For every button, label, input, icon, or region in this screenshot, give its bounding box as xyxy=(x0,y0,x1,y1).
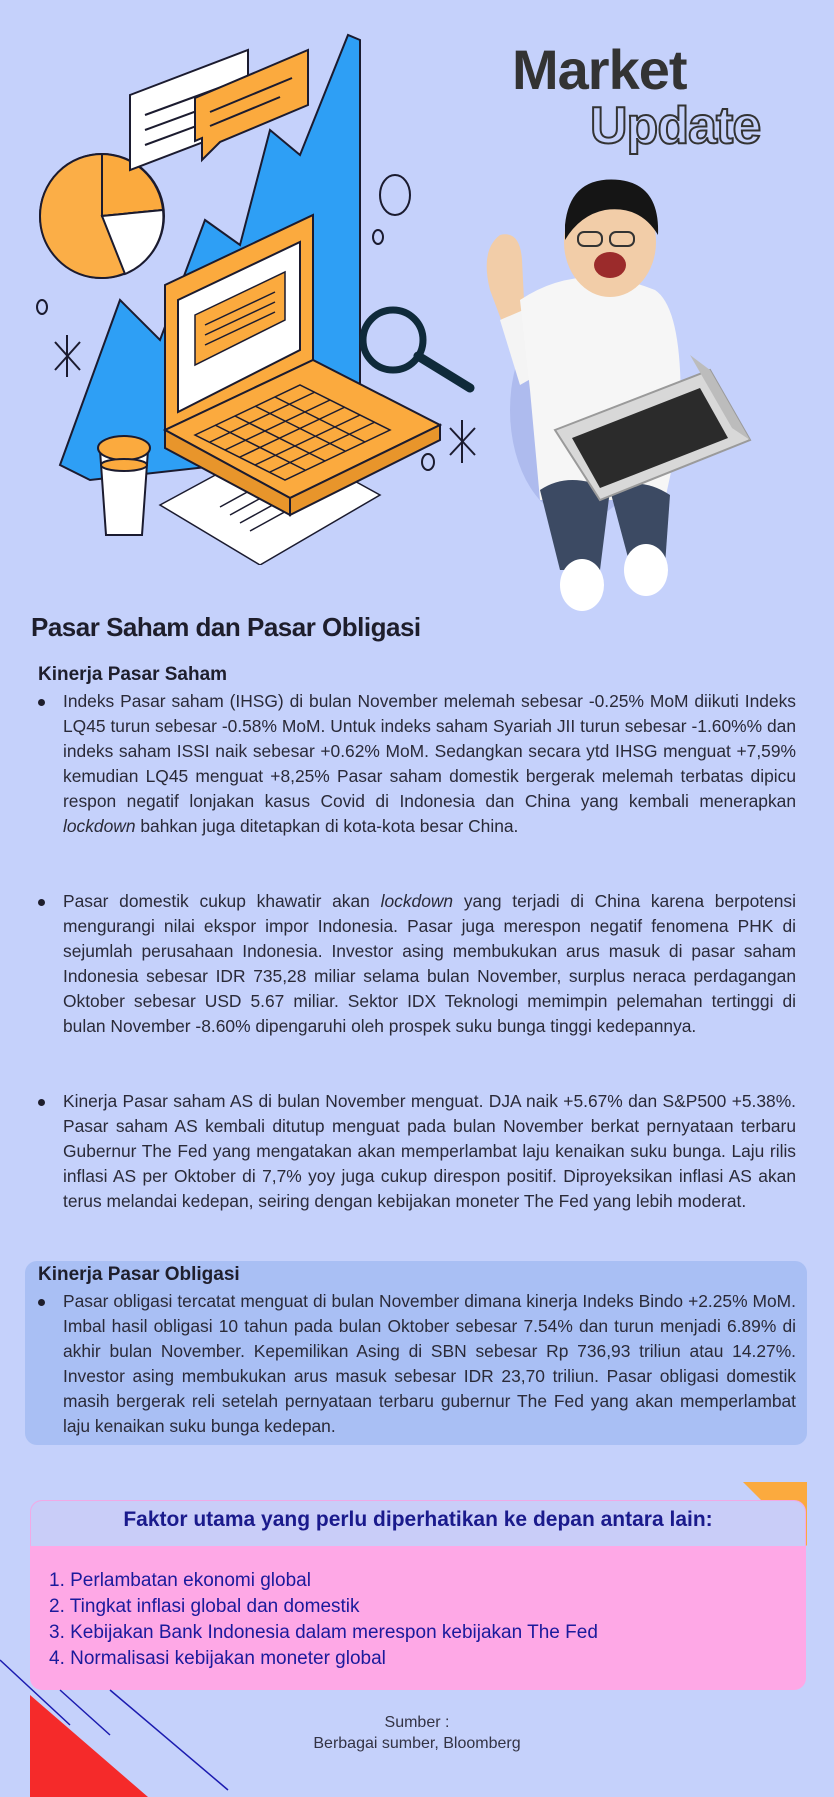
saham-heading: Kinerja Pasar Saham xyxy=(38,664,228,685)
person-with-laptop-photo xyxy=(460,170,834,620)
saham-bullet-3 xyxy=(38,1089,796,1214)
source-label: Sumber : xyxy=(384,1714,450,1731)
obligasi-heading: Kinerja Pasar Obligasi xyxy=(38,1264,240,1285)
bullet-dot xyxy=(38,1099,45,1106)
obligasi-bullet-1 xyxy=(38,1289,796,1439)
saham-bullet-3-text: Kinerja Pasar saham AS di bulan November menguat. DJA naik +5.67% dan S&P500 +5.38%. Pasar saham AS kembali ditutup menguat pada bulan November berkat pernyataan terbaru Gubernur The Fed yang mengatakan akan memperlambat laju kenaikan suku bunga. Laju rilis inflasi AS per Oktober di 7,7% yoy juga cukup direspon positif. Diproyeksikan inflasi AS akan terus melandai kedepan, seiring dengan kebijakan moneter The Fed yang lebih moderat. xyxy=(63,1091,796,1211)
title-update: Update xyxy=(590,97,761,155)
saham-bullet-2-text: Pasar domestik cukup khawatir akan lockdown yang terjadi di China karena berpotensi mengurangi nilai ekspor impor Indonesia. Pasar juga merespon negatif fenomena PHK di sejumlah perusahaan Indonesia. Investor asing membukukan arus masuk di pasar saham Indonesia sebesar IDR 735,28 miliar selama bulan November, surplus neraca perdagangan Oktober sebesar USD 5.67 miliar. Sektor IDX Teknologi memimpin pelemahan tertinggi di bulan November -8.60% dipengaruhi oleh prospek suku bunga tinggi kedepannya. xyxy=(63,891,796,1036)
factor-item: 4. Normalisasi kebijakan moneter global xyxy=(49,1648,386,1669)
obligasi-bullet-1-text: Pasar obligasi tercatat menguat di bulan November dimana kinerja Indeks Bindo +2.25% MoM. Imbal hasil obligasi 10 tahun pada bulan Oktober sebesar 7.54% dan turun menjadi 6.89% di akhir bulan November. Kepemilikan Asing di SBN sebesar Rp 736,93 triliun atau 14.27%. Investor asing membukukan arus masuk sebesar IDR 23,70 triliun. Pasar obligasi domestik masih bergerak reli setelah pernyataan terbaru gubernur The Fed yang akan memperlambat laju kenaikan suku bunga kedepan. xyxy=(63,1291,796,1436)
bullet-dot xyxy=(38,899,45,906)
saham-bullet-1-text: Indeks Pasar saham (IHSG) di bulan November melemah sebesar -0.25% MoM diikuti Indeks LQ45 turun sebesar -0.58% MoM. Untuk indeks saham Syariah JII turun sebesar -1.60%% dan indeks saham ISSI naik sebesar +0.62% MoM. Sedangkan secara ytd IHSG menguat +7,59% kemudian LQ45 menguat +8,25% Pasar saham domestik bergerak melemah terbatas dipicu respon negatif lonjakan kasus Covid di Indonesia dan China yang kembali menerapkan lockdown bahkan juga ditetapkan di kota-kota besar China. xyxy=(63,691,796,836)
laptop-chart-illustration xyxy=(30,20,500,565)
title-market: Market xyxy=(512,38,687,101)
factor-item: 3. Kebijakan Bank Indonesia dalam merespon kebijakan The Fed xyxy=(49,1622,598,1643)
bullet-dot xyxy=(38,699,45,706)
source-value: Berbagai sumber, Bloomberg xyxy=(313,1735,521,1752)
factor-title: Faktor utama yang perlu diperhatikan ke depan antara lain: xyxy=(123,1508,713,1531)
saham-bullet-1 xyxy=(38,689,796,839)
section-title: Pasar Saham dan Pasar Obligasi xyxy=(31,612,421,642)
saham-bullet-2 xyxy=(38,889,796,1039)
bullet-dot xyxy=(38,1299,45,1306)
factor-item: 1. Perlambatan ekonomi global xyxy=(49,1570,311,1591)
factor-item: 2. Tingkat inflasi global dan domestik xyxy=(49,1596,360,1617)
